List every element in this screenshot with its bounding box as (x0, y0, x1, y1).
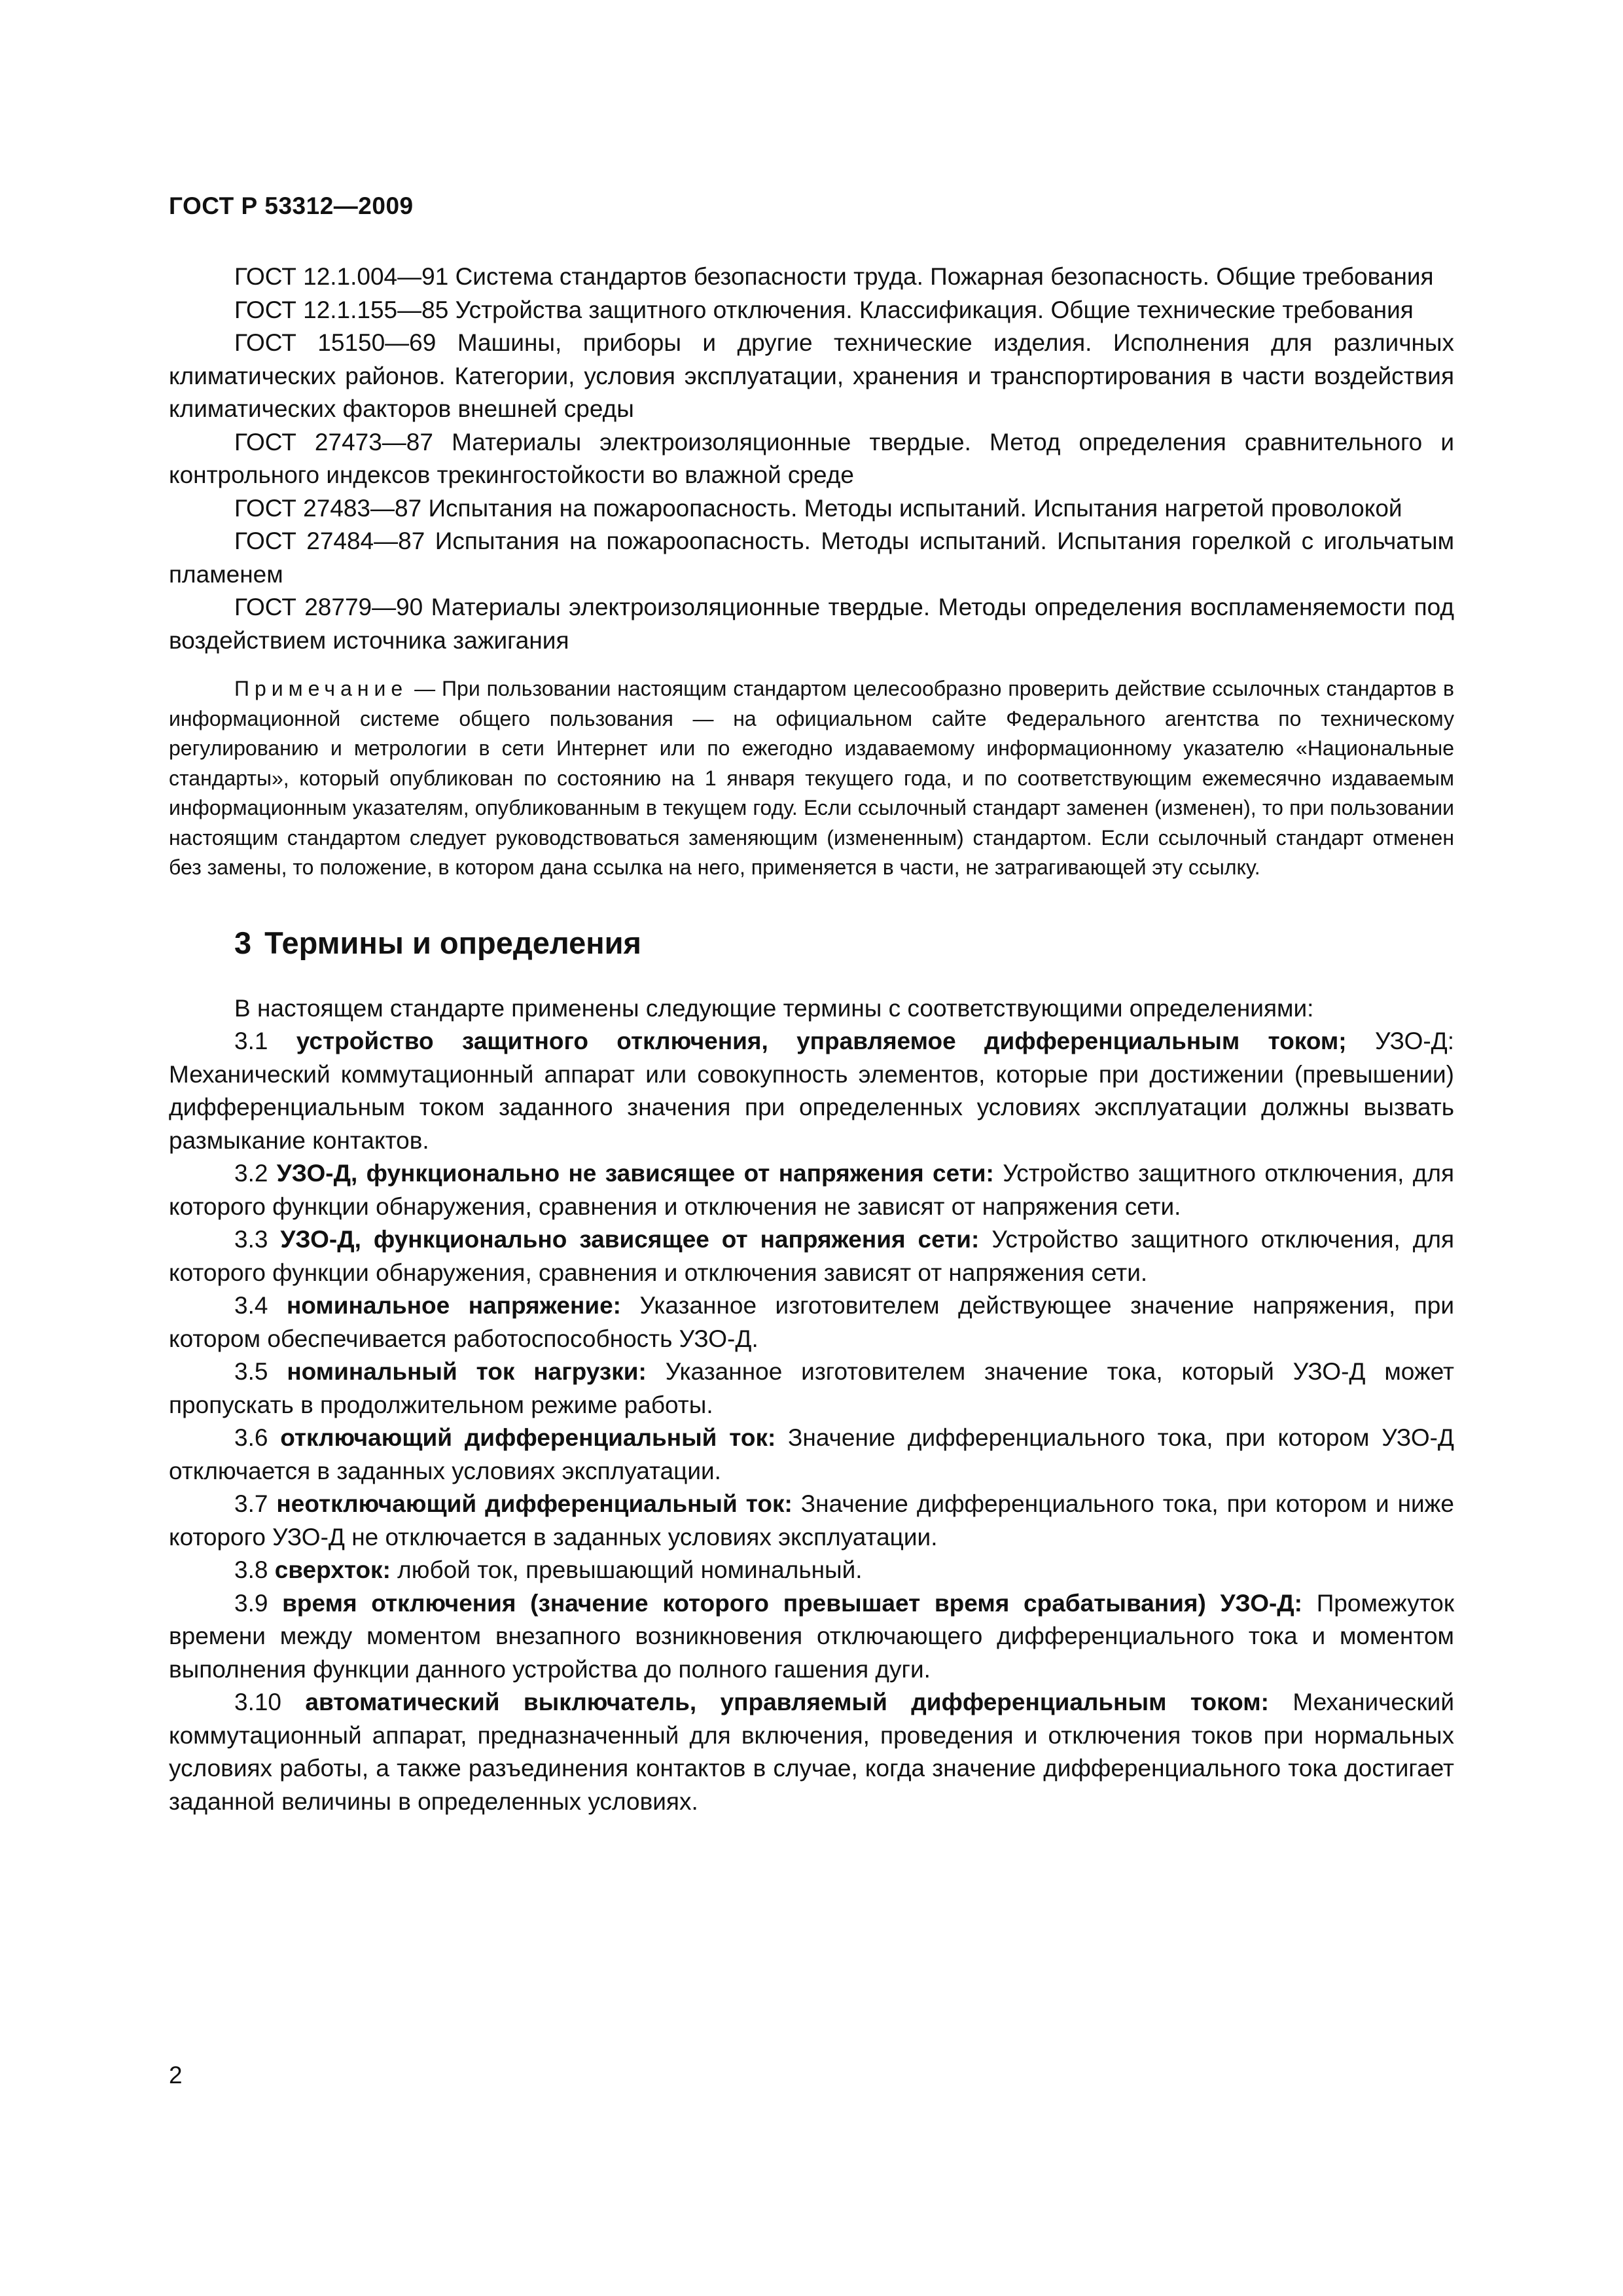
term-entry (169, 1025, 1454, 1157)
term-name: автоматический выключатель, управляемый дифференциальным током: (305, 1689, 1269, 1715)
normative-references-list (169, 260, 1454, 657)
reference-code: ГОСТ 15150—69 (234, 329, 437, 356)
term-definition: Значение дифференциального тока, при котором УЗО-Д отключается в заданных условиях эксплуатации. (169, 1424, 1454, 1484)
term-entry (169, 1355, 1454, 1422)
section-intro: В настоящем стандарте применены следующие термины с соответствующими определениями: (234, 994, 1314, 1022)
term-definition: Значение дифференциального тока, при котором и ниже которого УЗО-Д не отключается в заданных условиях эксплуатации. (169, 1490, 1455, 1551)
reference-title: Устройства защитного отключения. Классификация. Общие технические требования (455, 296, 1414, 323)
term-definition: Промежуток времени между моментом внезапного возникновения отключающего дифференциального тока и моментом выполнения функции данного устройства до полного гашения дуги. (169, 1589, 1455, 1683)
reference-title: Машины, приборы и другие технические изделия. Исполнения для различных климатических районов. Категории, условия эксплуатации, хранения и транспортирования в части воздействия климатических факторов внешней среды (169, 329, 1455, 422)
reference-item (169, 525, 1454, 591)
term-definition: любой ток, превышающий номинальный. (390, 1556, 863, 1583)
term-number: 3.1 (234, 1028, 268, 1054)
section-number: 3 (234, 925, 252, 960)
term-number: 3.2 (234, 1160, 268, 1187)
term-number: 3.5 (234, 1358, 268, 1385)
term-name: время отключения (значение которого превышает время срабатывания) УЗО-Д: (282, 1589, 1302, 1617)
reference-item (169, 426, 1454, 492)
term-number: 3.8 (234, 1556, 268, 1583)
term-definition: Указанное изготовителем действующее значение напряжения, при котором обеспечивается работоспособность УЗО-Д. (169, 1292, 1455, 1352)
term-name: УЗО-Д, функционально зависящее от напряжения сети: (280, 1226, 980, 1253)
term-number: 3.3 (234, 1226, 268, 1253)
note-label: Примечание (234, 677, 408, 700)
term-name: номинальный ток нагрузки: (287, 1358, 647, 1385)
note-paragraph (169, 674, 1454, 883)
reference-item (169, 327, 1454, 426)
term-name: неотключающий дифференциальный ток: (276, 1490, 793, 1517)
term-number: 3.9 (234, 1589, 268, 1617)
reference-title: Материалы электроизоляционные твердые. Метод определения сравнительного и контрольного индексов трекингостойкости во влажной среде (169, 428, 1455, 488)
term-number: 3.7 (234, 1490, 268, 1517)
term-definition: УЗО-Д: Механический коммутационный аппарат или совокупность элементов, которые при достижении (превышении) дифференциальным током заданного значения при определенных условиях эксплуатации должны вызвать размыкание контактов. (169, 1028, 1455, 1154)
reference-item (169, 591, 1454, 657)
term-name: отключающий дифференциальный ток: (280, 1424, 776, 1451)
term-entry (169, 1422, 1454, 1488)
term-entry (169, 1488, 1454, 1554)
reference-title: Система стандартов безопасности труда. Пожарная безопасность. Общие требования (455, 263, 1434, 290)
term-name: номинальное напряжение: (286, 1292, 621, 1319)
term-entry (169, 1289, 1454, 1355)
term-entry (169, 1223, 1454, 1289)
reference-item (169, 294, 1454, 327)
section-title: Термины и определения (264, 925, 641, 960)
term-definition: Механический коммутационный аппарат, предназначенный для включения, проведения и отключения токов при нормальных условиях работы, а также разъединения контактов в случае, когда значение дифференциального тока достигает заданной величины в определенных условиях. (169, 1689, 1454, 1815)
reference-code: ГОСТ 27484—87 (234, 528, 425, 554)
reference-item (169, 492, 1454, 526)
term-entry (169, 1686, 1454, 1818)
note-text: — При пользовании настоящим стандартом целесообразно проверить действие ссылочных стандартов в информационной системе общего пользования — на официальном сайте Федерального агентства по техническому регулированию и метрологии в сети Интернет или по ежегодно издаваемому информационному указателю «Национальные стандарты», который опубликован по состоянию на 1 января текущего года, и по соответствующим ежемесячно издаваемым информационным указателям, опубликованным в текущем году. Если ссылочный стандарт заменен (изменен), то при пользовании настоящим стандартом следует руководствоваться заменяющим (измененным) стандартом. Если ссылочный стандарт отменен без замены, то положение, в котором дана ссылка на него, применяется в части, не затрагивающей эту ссылку. (169, 677, 1454, 879)
reference-code: ГОСТ 12.1.155—85 (234, 296, 449, 323)
page-content (169, 260, 1454, 1818)
term-entry (169, 1157, 1454, 1223)
section-heading (169, 924, 1454, 963)
term-name: устройство защитного отключения, управляемое дифференциальным током; (296, 1028, 1347, 1054)
terms-list (169, 1025, 1454, 1818)
reference-code: ГОСТ 27483—87 (234, 494, 422, 522)
term-number: 3.6 (234, 1424, 268, 1451)
term-number: 3.10 (234, 1689, 282, 1715)
term-definition: Устройство защитного отключения, для которого функции обнаружения, сравнения и отключения зависят от напряжения сети. (169, 1226, 1454, 1286)
term-name: УЗО-Д, функционально не зависящее от напряжения сети: (276, 1160, 994, 1187)
term-definition: Указанное изготовителем значение тока, который УЗО-Д может пропускать в продолжительном режиме работы. (169, 1358, 1455, 1418)
term-name: сверхток: (274, 1556, 391, 1583)
term-entry (169, 1554, 1454, 1587)
term-number: 3.4 (234, 1292, 268, 1319)
reference-title: Испытания на пожароопасность. Методы испытаний. Испытания горелкой с игольчатым пламенем (169, 528, 1455, 588)
reference-code: ГОСТ 28779—90 (234, 594, 423, 620)
term-entry (169, 1587, 1454, 1687)
reference-item (169, 260, 1454, 294)
page-number: 2 (169, 2062, 183, 2089)
reference-code: ГОСТ 27473—87 (234, 428, 433, 456)
reference-title: Испытания на пожароопасность. Методы испытаний. Испытания нагретой проволокой (428, 494, 1402, 522)
term-definition: Устройство защитного отключения, для которого функции обнаружения, сравнения и отключения не зависят от напряжения сети. (169, 1160, 1454, 1220)
reference-code: ГОСТ 12.1.004—91 (234, 263, 449, 290)
document-code-header: ГОСТ Р 53312—2009 (169, 192, 414, 219)
reference-title: Материалы электроизоляционные твердые. Методы определения воспламеняемости под воздействием источника зажигания (169, 594, 1455, 654)
